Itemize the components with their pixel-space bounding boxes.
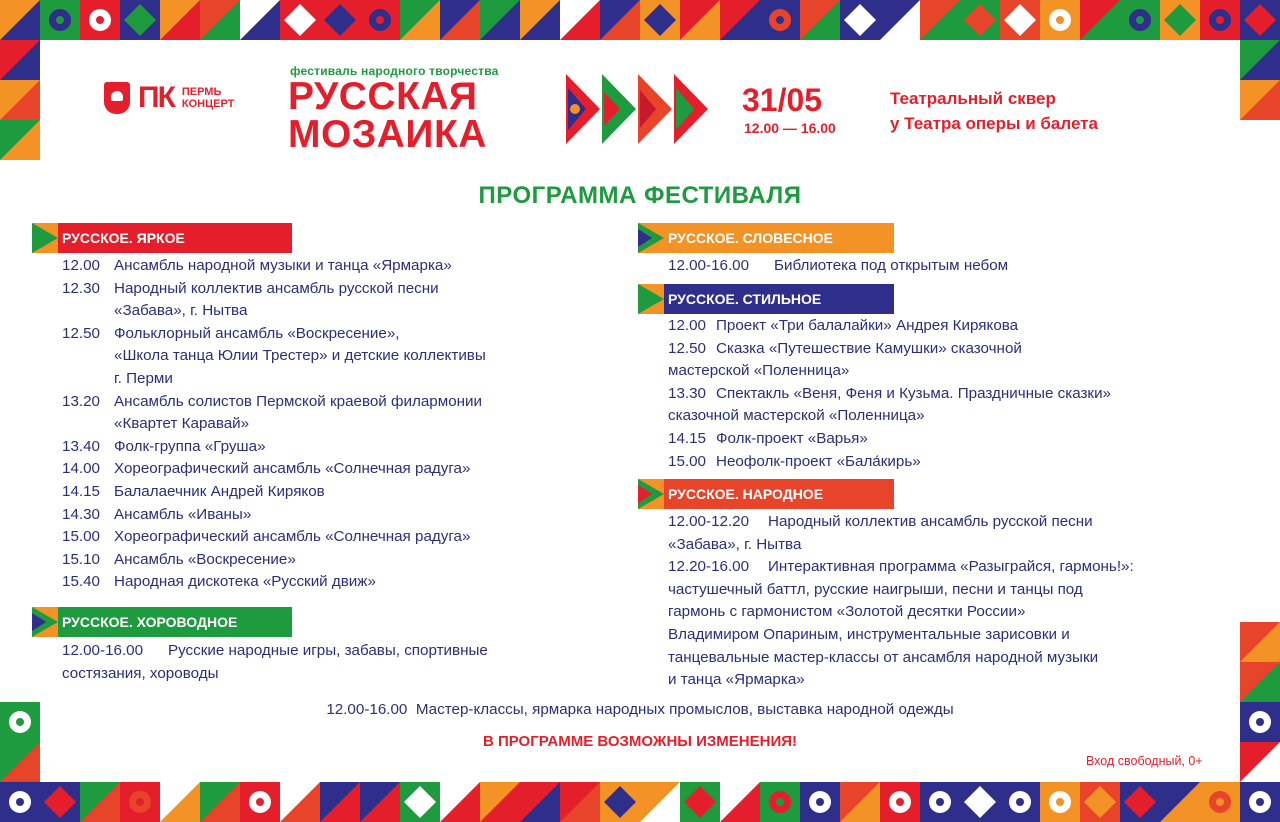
program-item-text: Библиотека под открытым небом — [774, 257, 1009, 274]
organizer-name-line2: КОНЦЕРТ — [181, 98, 235, 110]
mosaic-tile — [120, 782, 160, 822]
mosaic-tile — [400, 0, 440, 40]
program-item — [62, 549, 486, 572]
program-item — [668, 383, 1111, 406]
program-item — [668, 338, 1111, 361]
mosaic-tile — [1120, 0, 1160, 40]
program-item-text: Сказка «Путешествие Камушки» сказочной — [716, 339, 1022, 357]
program-item — [668, 556, 1134, 579]
program-item-continuation — [668, 624, 1134, 647]
festival-title-line1: РУССКАЯ — [288, 75, 478, 118]
program-item — [668, 511, 1134, 534]
program-item — [62, 436, 486, 459]
program-item-text: г. Перми — [114, 369, 173, 387]
mosaic-tile — [80, 782, 120, 822]
program-item-time: 14.30 — [62, 505, 101, 523]
mosaic-tile — [840, 0, 880, 40]
program-item-text: Народный коллектив ансамбль русской песни — [768, 513, 1093, 530]
event-place — [890, 86, 1098, 136]
mosaic-tile — [1000, 0, 1040, 40]
masterclass-line — [0, 701, 1280, 718]
program-item-time: 15.00 — [668, 452, 707, 470]
program-item-text: Ансамбль народной музыки и танца «Ярмарка» — [114, 257, 452, 274]
program-item-continuation — [668, 647, 1134, 670]
mosaic-tile — [1240, 0, 1280, 40]
mosaic-tile — [1200, 0, 1240, 40]
program-title: ПРОГРАММА ФЕСТИВАЛЯ — [478, 182, 802, 209]
mosaic-tile — [560, 0, 600, 40]
program-item-time: 13.30 — [668, 384, 707, 402]
mosaic-tile — [480, 0, 520, 40]
mosaic-tile — [1040, 0, 1080, 40]
mosaic-tile — [1240, 662, 1280, 702]
section-title-verbal: РУССКОЕ. СЛОВЕСНОЕ — [664, 223, 894, 253]
program-item-text: Проект «Три балалайки» Андрея Кирякова — [716, 317, 1019, 334]
program-item-time: 14.15 — [62, 482, 101, 500]
program-item-text: «Забава», г. Нытва — [668, 535, 802, 553]
mosaic-tile — [240, 0, 280, 40]
program-item-text: Фолк-проект «Варья» — [716, 429, 868, 447]
event-place-line1: Театральный сквер — [890, 89, 1056, 108]
program-item-continuation — [62, 663, 488, 686]
mosaic-tile — [1240, 782, 1280, 822]
program-item-time: 12.50 — [62, 324, 101, 342]
section-title-bright: РУССКОЕ. ЯРКОЕ — [58, 223, 292, 253]
event-date: 31/05 — [742, 82, 823, 118]
program-item — [62, 391, 486, 414]
program-item-text: Народная дискотека «Русский движ» — [114, 573, 376, 591]
program-item-continuation — [668, 360, 1111, 383]
program-item-text: частушечный баттл, русские наигрыши, песни и танцы под — [668, 580, 1083, 598]
mosaic-tile — [520, 0, 560, 40]
section-items-verbal — [668, 255, 1008, 278]
program-item-text: «Забава», г. Нытва — [114, 302, 248, 320]
mosaic-tile — [1200, 782, 1240, 822]
mosaic-tile — [1240, 40, 1280, 80]
program-item-text: Русские народные игры, забавы, спортивные — [168, 642, 488, 659]
program-item-time: 12.00 — [62, 257, 101, 274]
mosaic-tile — [920, 782, 960, 822]
mosaic-tile — [200, 0, 240, 40]
mosaic-tile — [80, 0, 120, 40]
mosaic-tile — [760, 782, 800, 822]
program-item-text: Спектакль «Веня, Феня и Кузьма. Праздничные сказки» — [716, 384, 1112, 402]
event-time: 12.00 — 16.00 — [744, 120, 836, 136]
mosaic-tile — [320, 0, 360, 40]
program-item-text: танцевальные мастер-классы от ансамбля народной музыки — [668, 648, 1099, 666]
mosaic-tile — [1080, 782, 1120, 822]
program-item-continuation — [668, 405, 1111, 428]
mosaic-tile — [680, 782, 720, 822]
mosaic-tile — [880, 0, 920, 40]
program-item-text: гармонь с гармонистом «Золотой десятки России» — [668, 603, 1026, 621]
program-item-text: сказочной мастерской «Поленница» — [668, 407, 925, 425]
mosaic-tile — [520, 782, 560, 822]
program-item-continuation — [62, 368, 486, 391]
festival-title-line2: МОЗАИКА — [288, 113, 487, 156]
mosaic-tile — [1040, 782, 1080, 822]
section-header-bright — [32, 223, 292, 253]
program-item-text: Ансамбль солистов Пермской краевой филармонии — [114, 392, 482, 410]
program-item-text: Хореографический ансамбль «Солнечная радуга» — [114, 460, 471, 478]
program-item-text: Балалаечник Андрей Киряков — [114, 482, 325, 500]
mosaic-tile — [640, 782, 680, 822]
mosaic-tile — [400, 782, 440, 822]
pk-mark: ПК — [138, 81, 174, 114]
program-item-text: Ансамбль «Воскресение» — [114, 550, 296, 568]
program-item-time: 12.00 — [668, 317, 707, 334]
section-items-stylish — [668, 315, 1111, 473]
program-item-continuation — [62, 345, 486, 368]
section-header-round — [32, 607, 292, 637]
mosaic-tile — [160, 782, 200, 822]
program-item-continuation — [668, 669, 1134, 692]
section-items-folk — [668, 511, 1134, 692]
program-item — [62, 504, 486, 527]
program-item — [62, 323, 486, 346]
mosaic-tile — [640, 0, 680, 40]
program-item-time: 14.00 — [62, 460, 101, 478]
festival-title — [288, 75, 487, 156]
program-item-time: 12.20-16.00 — [668, 558, 750, 576]
program-item-continuation — [668, 534, 1134, 557]
section-title-folk: РУССКОЕ. НАРОДНОЕ — [664, 479, 894, 509]
program-item-text: «Квартет Каравай» — [114, 415, 250, 433]
mosaic-tile — [680, 0, 720, 40]
mosaic-tile — [360, 782, 400, 822]
entry-info: Вход свободный, 0+ — [1086, 754, 1203, 768]
mosaic-tile — [440, 0, 480, 40]
mosaic-tile — [1240, 622, 1280, 662]
section-header-stylish — [638, 284, 894, 314]
mosaic-tile — [880, 782, 920, 822]
perm-crest-icon — [104, 82, 130, 114]
mosaic-tile — [960, 782, 1000, 822]
organizer-name-line1: ПЕРМЬ — [181, 86, 222, 98]
mosaic-tile — [760, 0, 800, 40]
mosaic-tile — [0, 782, 40, 822]
mosaic-tile — [1120, 782, 1160, 822]
program-item-time: 12.00-16.00 — [668, 257, 750, 274]
mosaic-tile — [280, 0, 320, 40]
program-item-text: Владимиром Опариным, инструментальные зарисовки и — [668, 625, 1070, 643]
organizer-name — [182, 86, 235, 110]
mosaic-tile — [240, 782, 280, 822]
program-item-text: Народный коллектив ансамбль русской песни — [114, 279, 439, 297]
program-item-text: Фолк-группа «Груша» — [114, 437, 266, 455]
section-title-round: РУССКОЕ. ХОРОВОДНОЕ — [58, 607, 292, 637]
mosaic-tile — [1160, 0, 1200, 40]
section-header-folk — [638, 479, 894, 509]
mosaic-tile — [160, 0, 200, 40]
program-item-time: 12.30 — [62, 279, 101, 297]
mosaic-tile — [0, 80, 40, 120]
program-change-warning: В ПРОГРАММЕ ВОЗМОЖНЫ ИЗМЕНЕНИЯ! — [482, 733, 798, 750]
program-item-continuation — [668, 579, 1134, 602]
mosaic-tile — [1240, 80, 1280, 120]
program-item-text: Ансамбль «Иваны» — [114, 505, 252, 523]
mosaic-tile — [720, 0, 760, 40]
program-item — [668, 255, 1008, 278]
mosaic-tile — [720, 782, 760, 822]
program-item-time: 15.40 — [62, 573, 101, 591]
program-item-text: состязания, хороводы — [62, 664, 219, 682]
program-item — [62, 640, 488, 663]
program-item — [62, 526, 486, 549]
section-deco-icon — [32, 223, 58, 253]
mosaic-tile — [320, 782, 360, 822]
bottom-mosaic-border — [0, 782, 1280, 822]
event-place-line2: у Театра оперы и балета — [890, 114, 1098, 133]
program-item-time: 15.00 — [62, 528, 101, 546]
top-mosaic-border — [0, 0, 1280, 40]
program-item — [62, 481, 486, 504]
program-item-text: мастерской «Поленница» — [668, 362, 850, 380]
section-deco-icon — [638, 284, 664, 314]
masterclass-time: 12.00-16.00 — [326, 701, 408, 718]
program-item-continuation — [62, 300, 486, 323]
mosaic-arrows-icon — [566, 74, 710, 144]
mosaic-tile — [360, 0, 400, 40]
mosaic-tile — [480, 782, 520, 822]
program-item — [668, 428, 1111, 451]
program-item-text: Хореографический ансамбль «Солнечная радуга» — [114, 528, 471, 546]
section-items-round — [62, 640, 488, 685]
mosaic-tile — [1000, 782, 1040, 822]
program-item-text: Интерактивная программа «Разыграйся, гармонь!»: — [768, 558, 1134, 576]
program-item-text: «Школа танца Юлии Трестер» и детские коллективы — [114, 347, 486, 365]
program-item-continuation — [668, 601, 1134, 624]
section-deco-icon — [32, 607, 58, 637]
mosaic-tile — [440, 782, 480, 822]
program-item-text: Фольклорный ансамбль «Воскресение», — [114, 324, 400, 342]
mosaic-tile — [0, 40, 40, 80]
section-items-bright — [62, 255, 486, 594]
perm-concert-logo — [104, 82, 234, 114]
mosaic-tile — [40, 0, 80, 40]
program-item-text: Неофолк-проект «Бала́кирь» — [716, 452, 921, 470]
mosaic-tile — [1080, 0, 1120, 40]
mosaic-tile — [1160, 782, 1200, 822]
mosaic-tile — [600, 782, 640, 822]
right-top-mosaic — [1240, 40, 1280, 120]
program-item — [668, 451, 1111, 474]
section-deco-icon — [638, 223, 664, 253]
mosaic-tile — [840, 782, 880, 822]
mosaic-tile — [120, 0, 160, 40]
section-title-stylish: РУССКОЕ. СТИЛЬНОЕ — [664, 284, 894, 314]
program-item-time: 12.00-16.00 — [62, 642, 144, 659]
mosaic-tile — [0, 0, 40, 40]
mosaic-tile — [920, 0, 960, 40]
left-top-mosaic — [0, 40, 40, 160]
festival-subtitle: фестиваль народного творчества — [290, 64, 499, 78]
program-item — [62, 458, 486, 481]
program-item — [62, 571, 486, 594]
mosaic-tile — [600, 0, 640, 40]
program-item-time: 15.10 — [62, 550, 101, 568]
mosaic-tile — [200, 782, 240, 822]
program-item-continuation — [62, 413, 486, 436]
program-item — [62, 255, 486, 278]
mosaic-tile — [280, 782, 320, 822]
mosaic-tile — [960, 0, 1000, 40]
program-item — [62, 278, 486, 301]
mosaic-tile — [0, 120, 40, 160]
section-header-verbal — [638, 223, 894, 253]
mosaic-tile — [560, 782, 600, 822]
mosaic-tile — [40, 782, 80, 822]
section-deco-icon — [638, 479, 664, 509]
program-item-time: 12.00-12.20 — [668, 513, 750, 530]
program-item-time: 12.50 — [668, 339, 707, 357]
program-item-text: и танца «Ярмарка» — [668, 671, 805, 689]
program-item — [668, 315, 1111, 338]
mosaic-tile — [800, 0, 840, 40]
mosaic-tile — [800, 782, 840, 822]
program-item-time: 14.15 — [668, 429, 707, 447]
masterclass-text: Мастер-классы, ярмарка народных промыслов, выставка народной одежды — [415, 701, 954, 718]
program-item-time: 13.20 — [62, 392, 101, 410]
program-item-time: 13.40 — [62, 437, 101, 455]
